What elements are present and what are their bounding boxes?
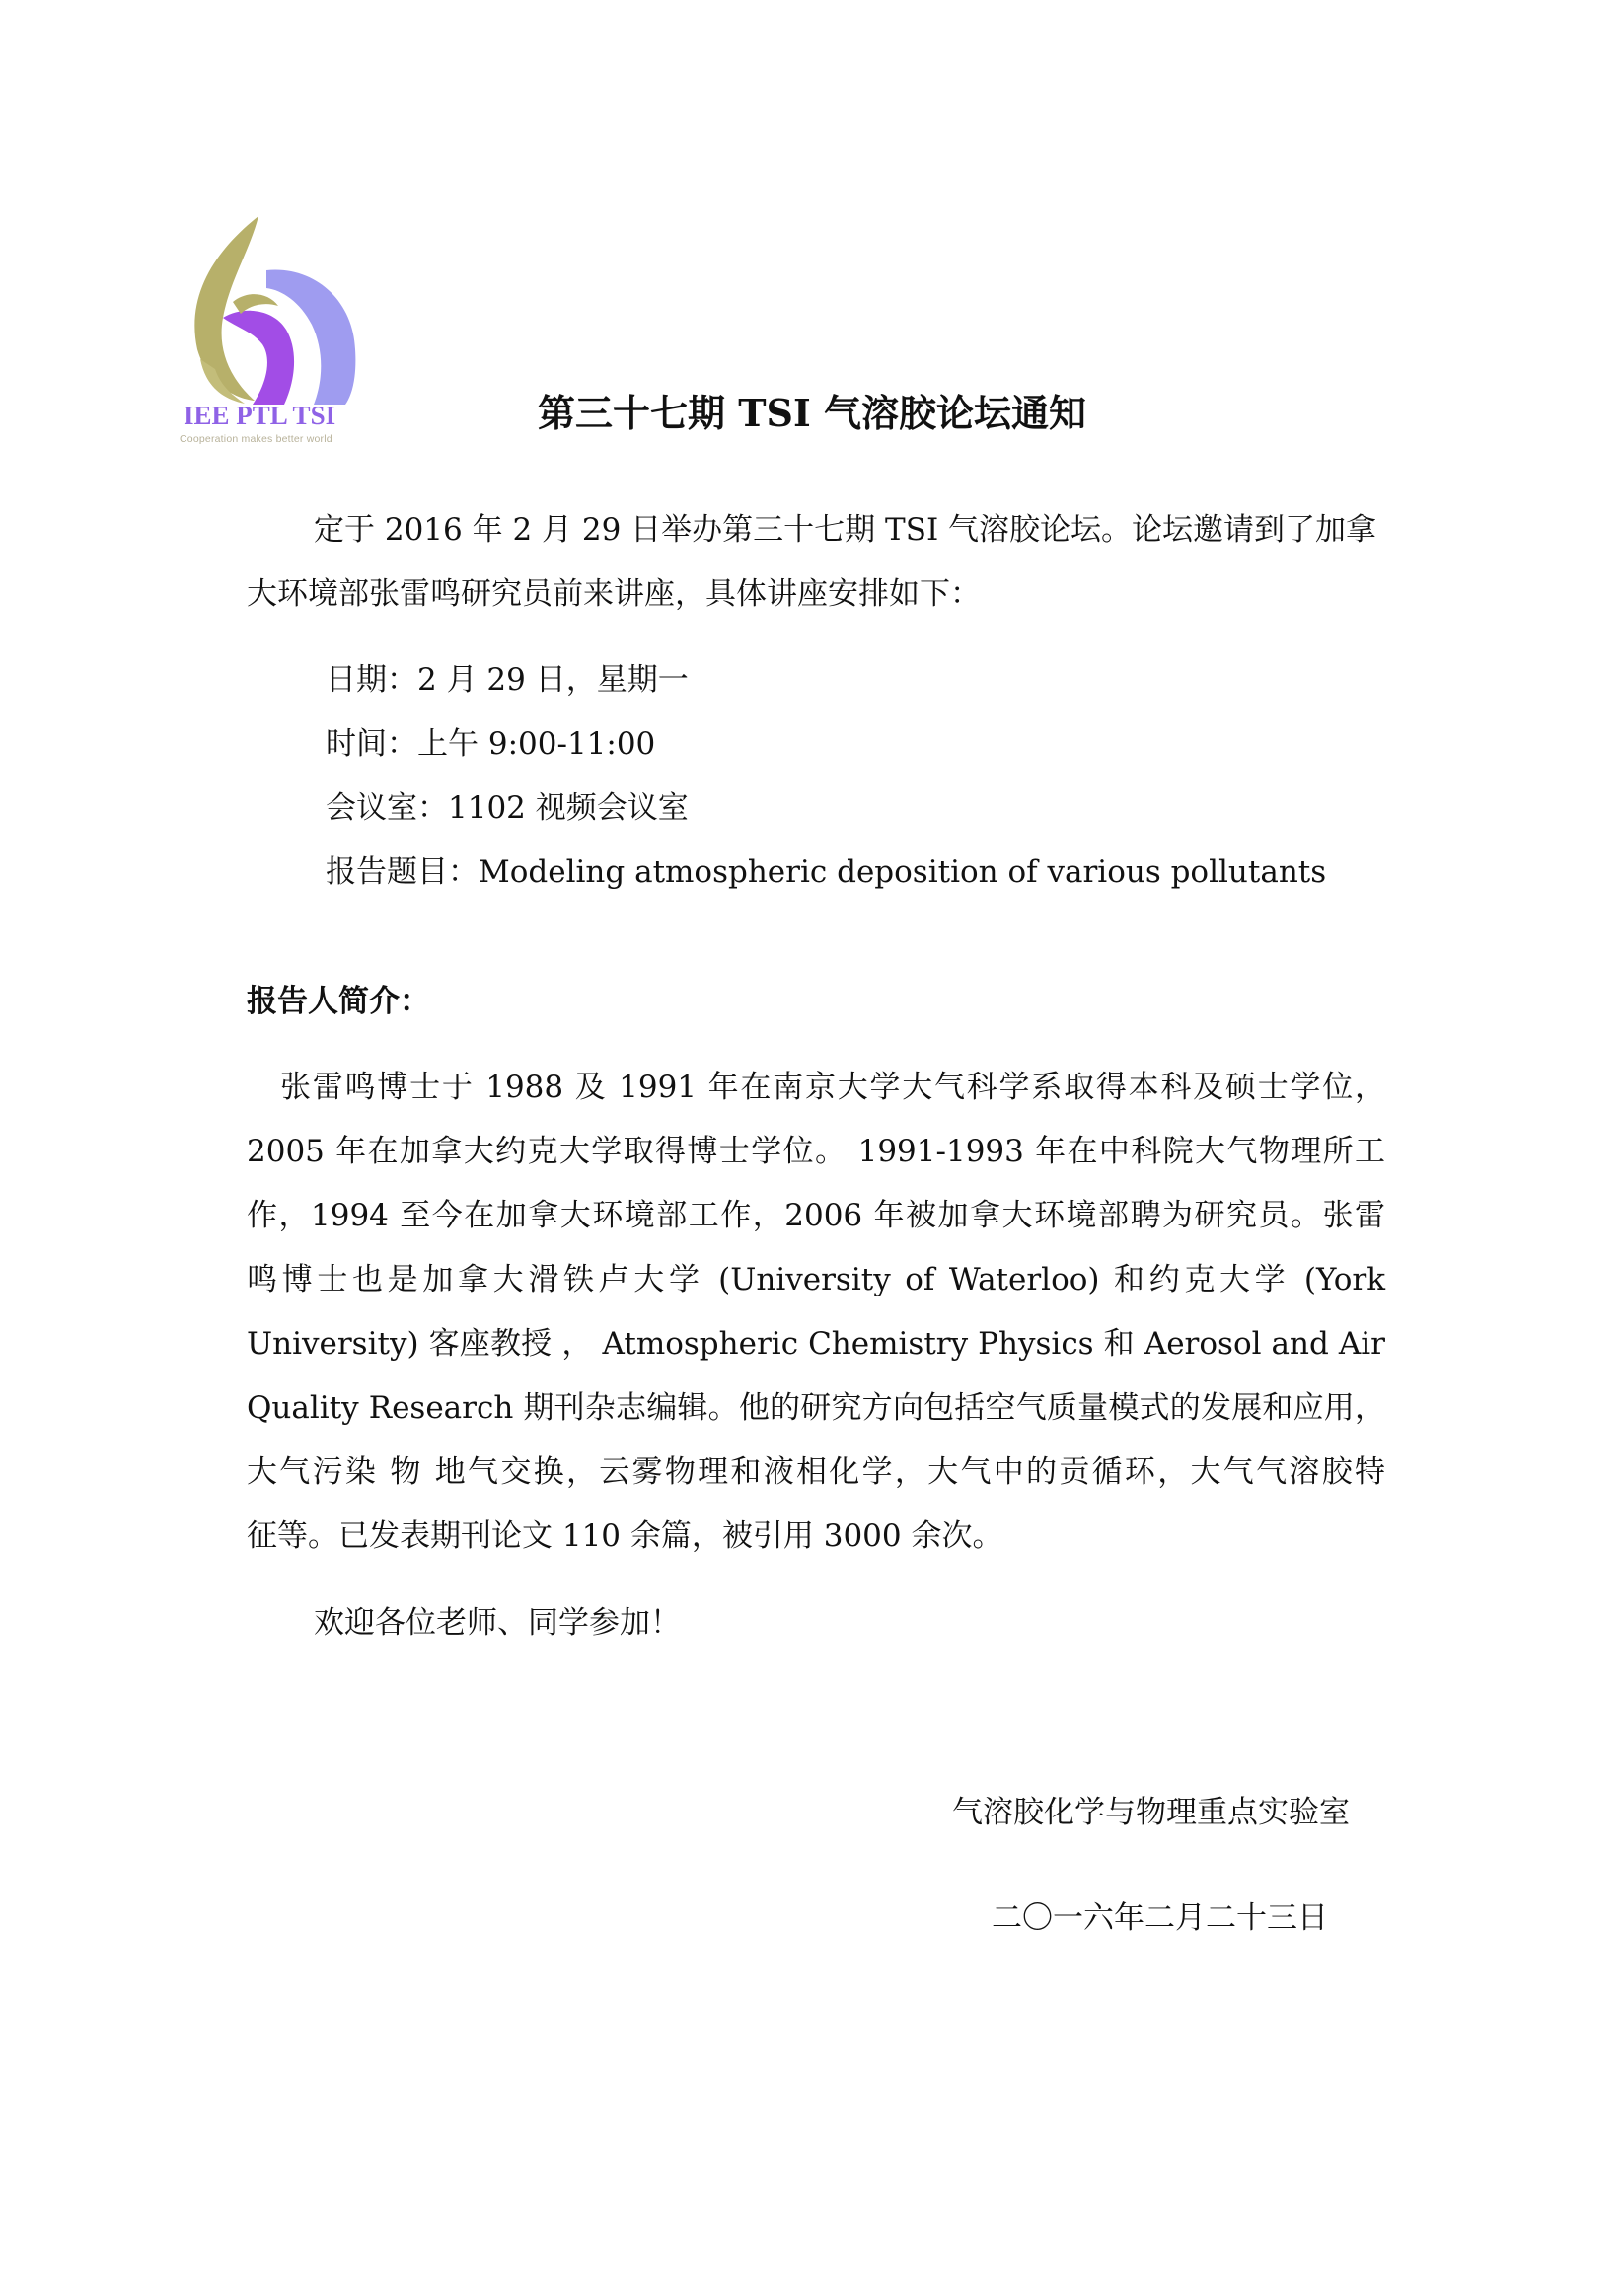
bio-heading: 报告人简介： [247,984,430,1019]
detail-topic: 报告题目：Modeling atmospheric deposition of various pollutants [326,854,1327,890]
bio-line-1: 张雷鸣博士于 1988 及 1991 年在南京大学大气科学系取得本科及硕士学位， [280,1070,1385,1105]
bio-line-5: University) 客座教授 ， Atmospheric Chemistry Physics 和 Aerosol and Air [247,1326,1385,1362]
detail-time: 时间：上午 9:00-11:00 [326,726,656,762]
welcome-text: 欢迎各位老师、同学参加！ [314,1605,681,1641]
bio-line-7: 大气污染 物 地气交换，云雾物理和液相化学，大气中的贡循环，大气气溶胶特 [247,1454,1385,1490]
logo-tagline: Cooperation makes better world [180,433,332,445]
signature-date: 二〇一六年二月二十三日 [992,1900,1328,1936]
bio-line-6: Quality Research 期刊杂志编辑。他的研究方向包括空气质量模式的发展和应用， [247,1390,1385,1426]
detail-date: 日期：2 月 29 日，星期一 [326,662,689,698]
bio-line-3: 作，1994 至今在加拿大环境部工作，2006 年被加拿大环境部聘为研究员。张雷 [247,1198,1385,1233]
page-title: 第三十七期 TSI 气溶胶论坛通知 [538,391,1086,435]
intro-line-2: 大环境部张雷鸣研究员前来讲座，具体讲座安排如下： [247,576,981,612]
intro-line-1: 定于 2016 年 2 月 29 日举办第三十七期 TSI 气溶胶论坛。论坛邀请到了加拿 [314,512,1377,548]
bio-line-2: 2005 年在加拿大约克大学取得博士学位。 1991-1993 年在中科院大气物理所工 [247,1134,1385,1169]
logo-text: IEE PTL TSI [184,401,336,430]
bio-line-4: 鸣博士也是加拿大滑铁卢大学 (University of Waterloo) 和约克大学 (York [247,1262,1385,1297]
detail-room: 会议室：1102 视频会议室 [326,790,689,826]
bio-line-8: 征等。已发表期刊论文 110 余篇，被引用 3000 余次。 [247,1518,1003,1554]
signature-org: 气溶胶化学与物理重点实验室 [952,1795,1350,1830]
